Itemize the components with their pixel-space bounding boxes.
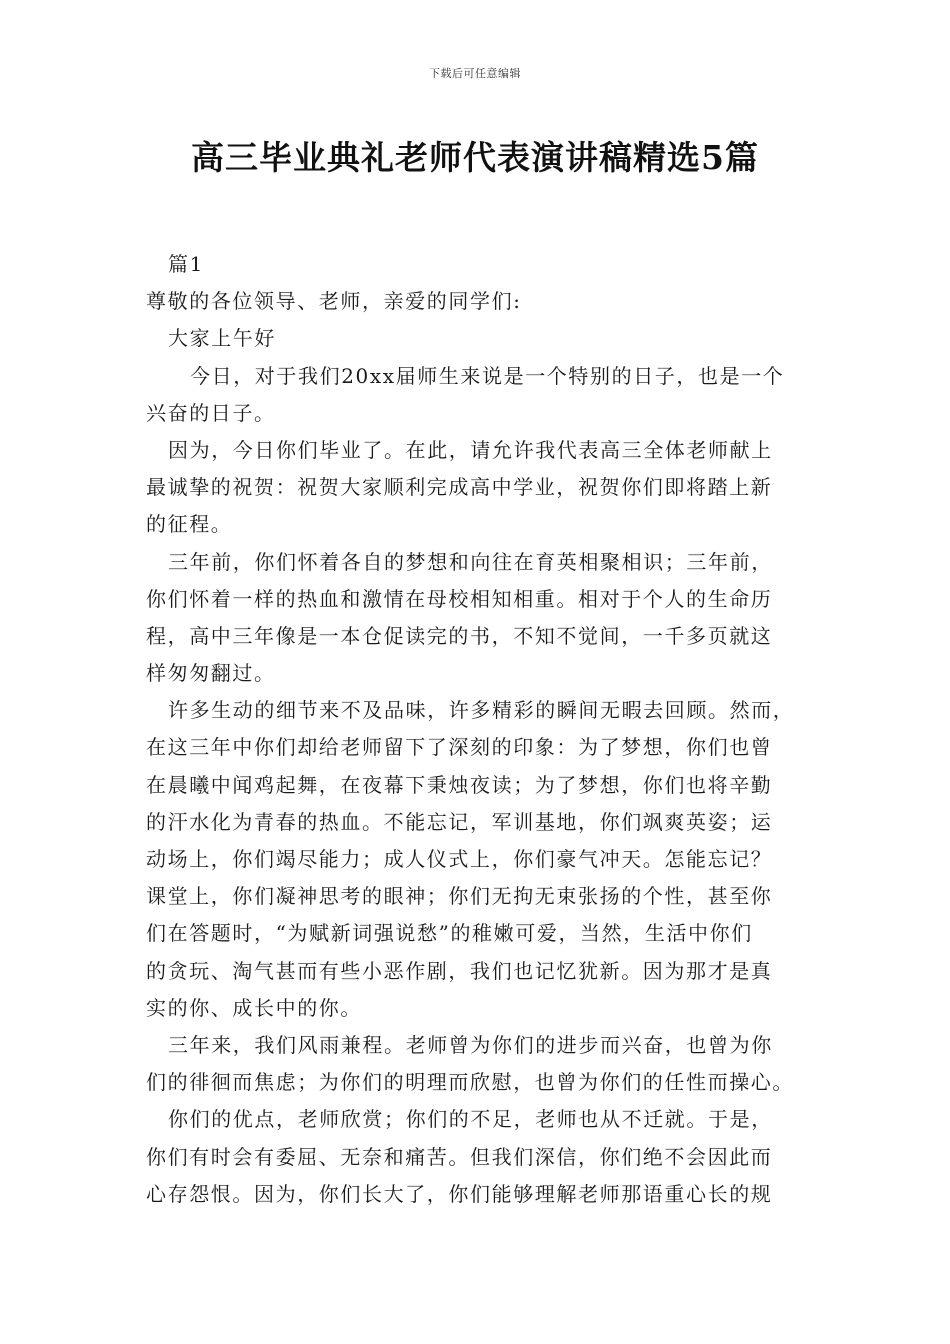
paragraph-line: 许多生动的细节来不及品味，许多精彩的瞬间无暇去回顾。然而， bbox=[168, 698, 795, 723]
paragraph-line: 们在答题时，“为赋新词强说愁”的稚嫩可爱，当然，生活中你们 bbox=[146, 921, 753, 946]
section-heading: 篇1 bbox=[168, 252, 204, 276]
paragraph-line: 三年前，你们怀着各自的梦想和向往在育英相聚相识；三年前， bbox=[168, 549, 773, 574]
paragraph-line: 因为，今日你们毕业了。在此，请允许我代表高三全体老师献上 bbox=[168, 437, 773, 462]
salutation-line: 尊敬的各位领导、老师，亲爱的同学们: bbox=[146, 289, 522, 314]
paragraph-line: 在这三年中你们却给老师留下了深刻的印象：为了梦想，你们也曾 bbox=[146, 735, 773, 760]
paragraph-line: 实的你、成长中的你。 bbox=[146, 995, 362, 1020]
paragraph-line: 程，高中三年像是一本仓促读完的书，不知不觉间，一千多页就这 bbox=[146, 623, 773, 648]
paragraph-line: 样匆匆翻过。 bbox=[146, 661, 276, 686]
document-body bbox=[146, 246, 810, 1213]
paragraph-line: 的贪玩、淘气甚而有些小恶作剧，我们也记忆犹新。因为那才是真 bbox=[146, 958, 773, 983]
paragraph-line: 你们怀着一样的热血和激情在母校相知相重。相对于个人的生命历 bbox=[146, 586, 773, 611]
paragraph-line: 三年来，我们风雨兼程。老师曾为你们的进步而兴奋，也曾为你 bbox=[168, 1032, 773, 1057]
paragraph-line: 你们有时会有委屈、无奈和痛苦。但我们深信，你们绝不会因此而 bbox=[146, 1144, 773, 1169]
paragraph-line: 你们的优点，老师欣赏；你们的不足，老师也从不迁就。于是， bbox=[168, 1107, 773, 1132]
paragraph-line: 动场上，你们竭尽能力；成人仪式上，你们豪气冲天。怎能忘记？ bbox=[146, 847, 773, 871]
paragraph-line: 心存怨恨。因为，你们长大了，你们能够理解老师那语重心长的规 bbox=[146, 1181, 773, 1206]
greeting-line: 大家上午好 bbox=[168, 326, 276, 351]
paragraph-line: 兴奋的日子。 bbox=[146, 400, 276, 425]
document-title: 高三毕业典礼老师代表演讲稿精选5篇 bbox=[191, 138, 759, 177]
paragraph-line: 的汗水化为青春的热血。不能忘记，军训基地，你们飒爽英姿；运 bbox=[146, 809, 773, 834]
paragraph-line: 在晨曦中闻鸡起舞，在夜幕下秉烛夜读；为了梦想，你们也将辛勤 bbox=[146, 772, 773, 797]
paragraph-line: 今日，对于我们20xx届师生来说是一个特别的日子，也是一个 bbox=[190, 363, 785, 388]
paragraph-line: 的征程。 bbox=[146, 512, 233, 537]
paragraph-line: 课堂上，你们凝神思考的眼神；你们无拘无束张扬的个性，甚至你 bbox=[146, 884, 773, 909]
paragraph-line: 们的徘徊而焦虑；为你们的明理而欣慰，也曾为你们的任性而操心。 bbox=[146, 1070, 794, 1095]
page-header-note: 下载后可任意编辑 bbox=[429, 67, 521, 80]
paragraph-line: 最诚挚的祝贺：祝贺大家顺利完成高中学业，祝贺你们即将踏上新 bbox=[146, 475, 773, 500]
